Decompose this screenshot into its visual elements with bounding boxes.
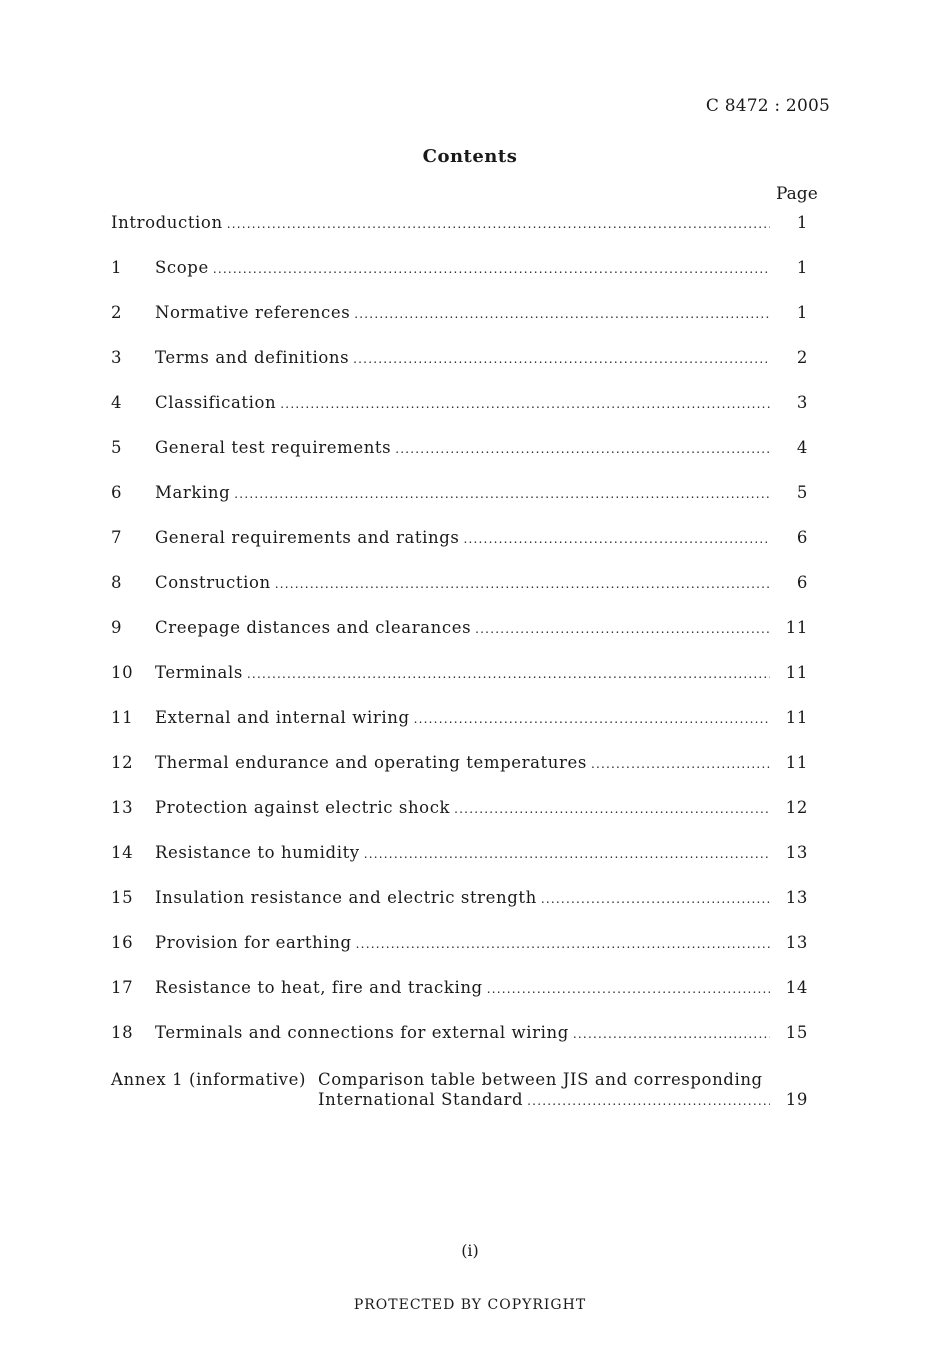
- toc-entry-title: Scope: [155, 258, 213, 277]
- toc-entry-page: 4: [796, 438, 808, 457]
- toc-entry-title: Creepage distances and clearances: [155, 618, 475, 637]
- toc-entry[interactable]: [111, 753, 808, 777]
- toc-entry-title: General requirements and ratings: [155, 528, 464, 547]
- dot-leader: [454, 802, 770, 816]
- toc-entry-title: Normative references: [155, 303, 354, 322]
- toc-entry-number: 5: [111, 438, 123, 457]
- dot-leader: [464, 532, 771, 546]
- toc-entry-page: 5: [796, 483, 808, 502]
- toc-entry-number: 7: [111, 528, 123, 547]
- toc-entry-number: 13: [111, 798, 134, 817]
- annex-label: Annex 1 (informative): [111, 1070, 307, 1089]
- dot-leader: [573, 1027, 770, 1041]
- toc-entry-title: Marking: [155, 483, 234, 502]
- dot-leader: [280, 397, 770, 411]
- toc-entry[interactable]: [111, 978, 808, 1002]
- toc-entry[interactable]: [111, 573, 808, 597]
- dot-leader: [541, 892, 770, 906]
- toc-entry-number: 9: [111, 618, 123, 637]
- toc-entry[interactable]: [111, 663, 808, 687]
- toc-entry-page: 14: [785, 978, 808, 997]
- contents-title: Contents: [422, 146, 518, 167]
- toc-entry-number: 6: [111, 483, 123, 502]
- toc-entry-page: 11: [785, 753, 808, 772]
- toc-entry[interactable]: [111, 1023, 808, 1047]
- toc-entry-page: 6: [796, 528, 808, 547]
- toc-entry-title: Terminals and connections for external wiring: [155, 1023, 573, 1042]
- toc-entry[interactable]: [111, 528, 808, 552]
- toc-entry[interactable]: [111, 258, 808, 282]
- annex-page: 19: [785, 1090, 808, 1109]
- copyright-notice: PROTECTED BY COPYRIGHT: [353, 1297, 587, 1313]
- toc-entry[interactable]: [111, 708, 808, 732]
- dot-leader: [354, 307, 770, 321]
- toc-entry-page: 13: [785, 888, 808, 907]
- toc-entry[interactable]: [111, 798, 808, 822]
- toc-entry-title: Terms and definitions: [155, 348, 353, 367]
- toc-entry-number: 3: [111, 348, 123, 367]
- toc-entry-number: 17: [111, 978, 134, 997]
- toc-entry-page: 1: [796, 303, 808, 322]
- dot-leader: [356, 937, 770, 951]
- document-code: C 8472 : 2005: [705, 96, 830, 116]
- toc-entry-number: 16: [111, 933, 134, 952]
- toc-entry-number: 11: [111, 708, 134, 727]
- dot-leader: [213, 262, 770, 276]
- toc-entry-title: Thermal endurance and operating temperatures: [155, 753, 591, 772]
- toc-entry-title: Resistance to humidity: [155, 843, 364, 862]
- toc-entry-number: 8: [111, 573, 123, 592]
- toc-entry[interactable]: [111, 843, 808, 867]
- toc-entry[interactable]: [111, 483, 808, 507]
- toc-entry-number: 14: [111, 843, 134, 862]
- toc-entry-title: Insulation resistance and electric strength: [155, 888, 541, 907]
- dot-leader: [487, 982, 770, 996]
- toc-entry-page: 6: [796, 573, 808, 592]
- toc-entry-page: 1: [796, 213, 808, 232]
- toc-entry-title: General test requirements: [155, 438, 395, 457]
- toc-entry[interactable]: [111, 888, 808, 912]
- dot-leader: [234, 487, 770, 501]
- toc-entry-page: 11: [785, 708, 808, 727]
- toc-entry-number: 18: [111, 1023, 134, 1042]
- toc-entry[interactable]: [111, 933, 808, 957]
- toc-entry-number: 1: [111, 258, 123, 277]
- toc-entry-page: 11: [785, 618, 808, 637]
- dot-leader: [527, 1094, 770, 1108]
- toc-entry-title: Introduction: [111, 213, 227, 232]
- toc-entry[interactable]: [111, 303, 808, 327]
- page-column-label: Page: [776, 184, 818, 204]
- toc-entry-title: Construction: [155, 573, 275, 592]
- dot-leader: [475, 622, 770, 636]
- dot-leader: [364, 847, 770, 861]
- dot-leader: [414, 712, 770, 726]
- toc-entry-page: 3: [796, 393, 808, 412]
- annex-title-line-2: International Standard: [318, 1090, 527, 1109]
- toc-entry-title: Provision for earthing: [155, 933, 356, 952]
- annex-title-line-1: Comparison table between JIS and corresponding: [318, 1070, 763, 1089]
- toc-entry-number: 4: [111, 393, 123, 412]
- toc-entry-title: Resistance to heat, fire and tracking: [155, 978, 487, 997]
- dot-leader: [247, 667, 770, 681]
- dot-leader: [395, 442, 770, 456]
- toc-entry[interactable]: [111, 438, 808, 462]
- toc-entry-page: 13: [785, 933, 808, 952]
- toc-entry-title: Classification: [155, 393, 280, 412]
- toc-entry[interactable]: [111, 348, 808, 372]
- dot-leader: [275, 577, 770, 591]
- toc-entry-number: 15: [111, 888, 134, 907]
- toc-entry-page: 1: [796, 258, 808, 277]
- toc-entry-page: 15: [785, 1023, 808, 1042]
- toc-entry-page: 2: [796, 348, 808, 367]
- toc-entry-number: 12: [111, 753, 134, 772]
- toc-entry[interactable]: [111, 393, 808, 417]
- toc-entry-annex[interactable]: [111, 1070, 808, 1118]
- toc-entry-introduction[interactable]: [111, 213, 808, 237]
- toc-entry-title: Terminals: [155, 663, 247, 682]
- dot-leader: [227, 217, 770, 231]
- toc-entry-number: 2: [111, 303, 123, 322]
- toc-entry-page: 11: [785, 663, 808, 682]
- toc-entry[interactable]: [111, 618, 808, 642]
- toc-entry-number: 10: [111, 663, 134, 682]
- dot-leader: [353, 352, 770, 366]
- footer-page-number: (i): [461, 1241, 479, 1260]
- toc-entry-page: 13: [785, 843, 808, 862]
- dot-leader: [591, 757, 770, 771]
- toc-entry-title: Protection against electric shock: [155, 798, 454, 817]
- toc-entry-title: External and internal wiring: [155, 708, 414, 727]
- toc-entry-page: 12: [785, 798, 808, 817]
